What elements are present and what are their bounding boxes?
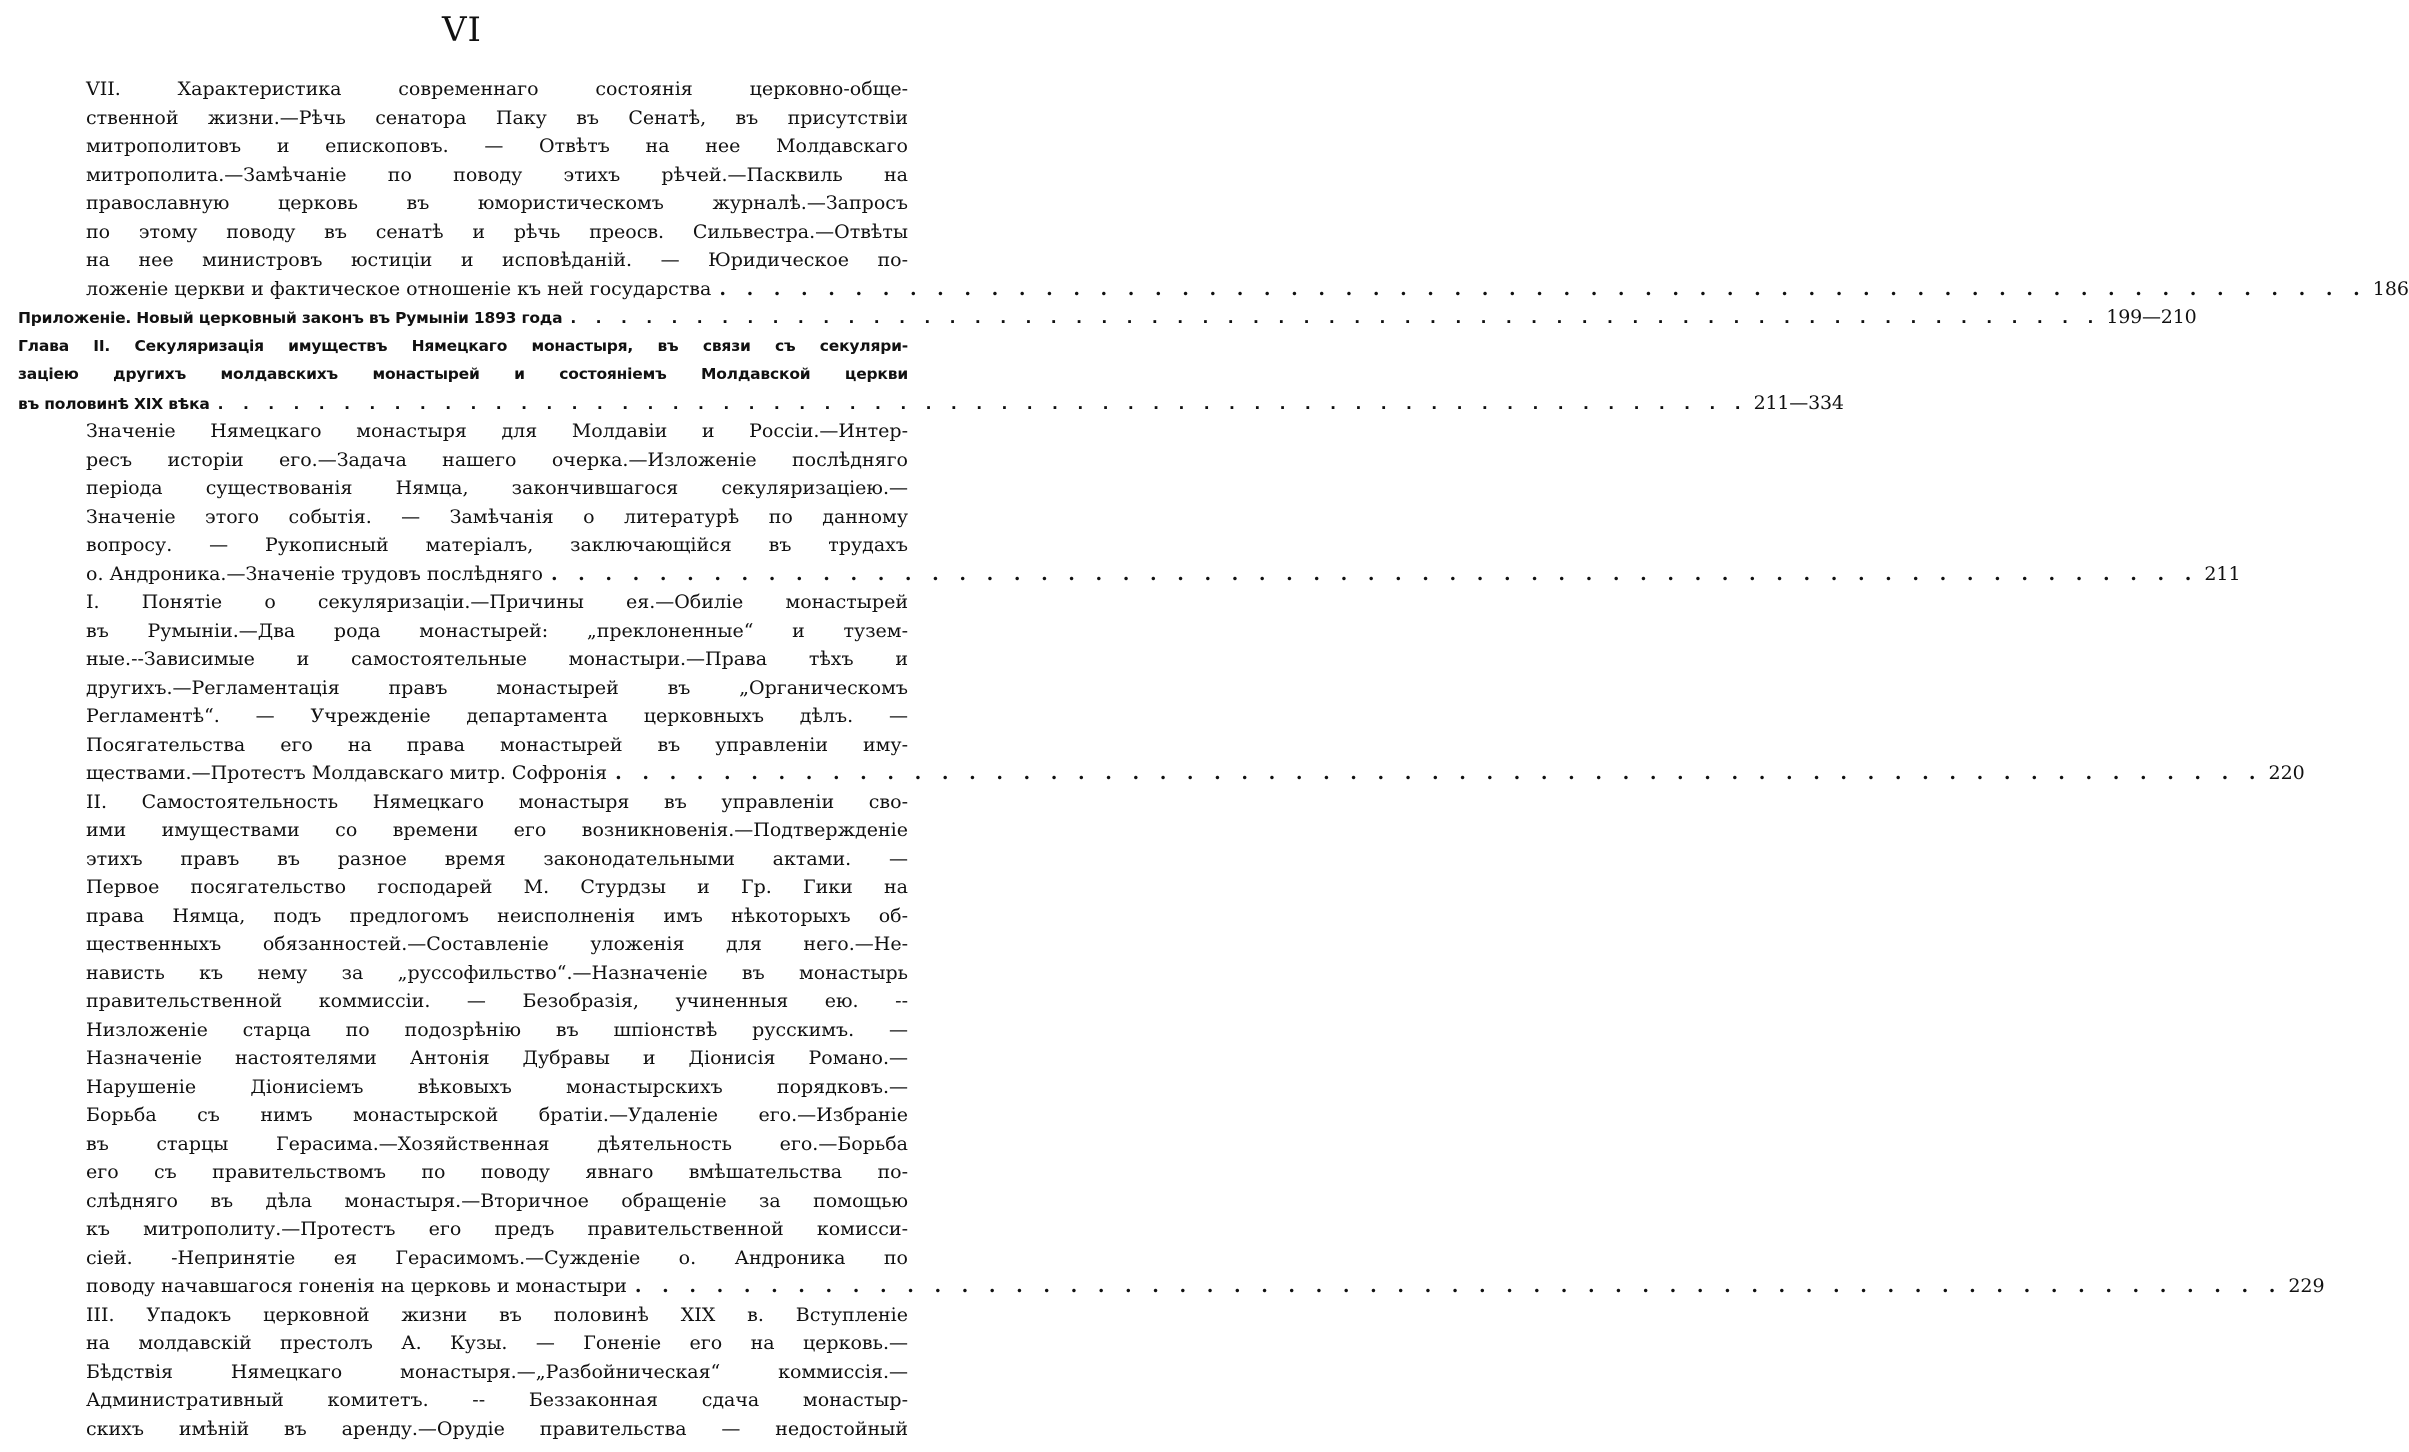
line-text: Бѣдствія Нямецкаго монастыря.—„Разбойническая“ коммиссія.— xyxy=(86,1360,908,1383)
line-text: Значеніе этого событія. — Замѣчанія о литературѣ по данному xyxy=(86,505,908,528)
line-text: слѣдняго въ дѣла монастыря.—Вторичное обращеніе за помощью xyxy=(86,1189,908,1212)
line-text: въ половинѣ XIX вѣка xyxy=(18,394,210,413)
toc-text-line xyxy=(86,644,908,674)
line-text: Борьба съ нимъ монастырской братіи.—Удаленіе его.—Избраніе xyxy=(86,1104,908,1126)
page-reference: 211—334 xyxy=(1753,391,1844,414)
toc-text-line xyxy=(86,217,908,247)
line-text: ные.--Зависимые и самостоятельные монастыри.—Права тѣхъ и xyxy=(86,648,908,670)
toc-text-line xyxy=(86,1243,908,1273)
line-text: поводу начавшагося гоненія на церковь и монастыри xyxy=(86,1275,627,1297)
leader-dots xyxy=(543,559,2198,589)
line-text: щественныхъ обязанностей.—Составленіе уложенія для него.—Не- xyxy=(86,933,908,955)
toc-text-line xyxy=(86,673,908,703)
toc-text-line xyxy=(86,587,908,617)
line-text: митрополита.—Замѣчаніе по поводу этихъ рѣчей.—Пасквиль на xyxy=(86,163,908,186)
page-reference: 211 xyxy=(2204,562,2241,585)
toc-text-line xyxy=(86,1015,908,1045)
toc-text-line xyxy=(86,1129,908,1159)
chapter-heading-line xyxy=(18,302,2197,332)
line-text: митрополитовъ и епископовъ. — Отвѣтъ на нее Молдавскаго xyxy=(86,135,908,157)
toc-text-line xyxy=(86,815,908,845)
line-text: Нарушеніе Діонисіемъ вѣковыхъ монастырскихъ порядковъ.— xyxy=(86,1075,908,1098)
line-text: этихъ правъ въ разное время законодательными актами. — xyxy=(86,847,908,870)
toc-text-line xyxy=(86,730,908,760)
leader-dots xyxy=(607,758,2262,788)
page-reference: 220 xyxy=(2268,762,2305,784)
line-text: Приложеніе. Новый церковный законъ въ Румыніи 1893 года xyxy=(18,309,563,327)
line-text: по этому поводу въ сенатѣ и рѣчь преосв. Сильвестра.—Отвѣты xyxy=(86,220,908,243)
line-text: Глава II. Секуляризація имуществъ Нямецкаго монастыря, въ связи съ секуляри- xyxy=(18,336,908,355)
toc-text-line xyxy=(86,872,908,902)
line-text: его съ правительствомъ по поводу явнаго вмѣшательства по- xyxy=(86,1161,908,1183)
chapter-heading-line xyxy=(18,359,908,389)
line-text: заціею другихъ молдавскихъ монастырей и состояніемъ Молдавской церкви xyxy=(18,365,908,383)
leader-dots xyxy=(627,1271,2282,1301)
toc-text-line xyxy=(86,103,908,133)
toc-text-line xyxy=(86,1157,908,1187)
line-text: на нее министровъ юстиціи и исповѣданій. — Юридическое по- xyxy=(86,249,908,271)
toc-text-line xyxy=(86,473,908,503)
toc-text-line xyxy=(86,274,2409,304)
toc-text-line xyxy=(86,188,908,218)
line-text: ществами.—Протестъ Молдавскаго митр. Софронія xyxy=(86,762,608,784)
line-text: въ Румыніи.—Два рода монастырей: „преклоненные“ и тузем- xyxy=(86,619,908,642)
page-number: VI xyxy=(442,10,482,50)
line-text: вопросу. — Рукописный матеріалъ, заключающійся въ трудахъ xyxy=(86,534,908,556)
line-text: Посягательства его на права монастырей въ управленіи иму- xyxy=(86,733,908,756)
line-text: Низложеніе старца по подозрѣнію въ шпіонствѣ русскимъ. — xyxy=(86,1018,908,1041)
chapter-heading-line xyxy=(18,388,1844,418)
page-reference: 199—210 xyxy=(2106,306,2197,328)
line-text: скихъ имѣній въ аренду.—Орудіе правительства — недостойный xyxy=(86,1417,908,1440)
toc-text-line xyxy=(86,445,908,475)
toc-text-line xyxy=(86,559,2241,589)
page-reference: 186 xyxy=(2372,277,2409,300)
toc-text-line xyxy=(86,1357,908,1387)
line-text: Значеніе Нямецкаго монастыря для Молдавіи и Россіи.—Интер- xyxy=(86,420,908,442)
toc-text-line xyxy=(86,74,908,104)
leader-dots xyxy=(210,389,1748,419)
toc-text-line xyxy=(86,701,908,731)
line-text: въ старцы Герасима.—Хозяйственная дѣятельность его.—Борьба xyxy=(86,1132,908,1155)
toc-text-line xyxy=(86,1043,908,1073)
line-text: II. Самостоятельность Нямецкаго монастыря въ управленіи сво- xyxy=(86,790,908,813)
toc-text-line xyxy=(86,958,908,988)
toc-text-line xyxy=(86,1186,908,1216)
chapter-heading-line xyxy=(18,331,908,361)
toc-text-line xyxy=(86,1414,908,1444)
toc-text-line xyxy=(86,160,908,190)
toc-text-line xyxy=(86,1072,908,1102)
toc-text-line xyxy=(86,901,908,931)
page-reference: 229 xyxy=(2288,1275,2325,1297)
toc-text-line xyxy=(86,929,908,959)
line-text: сіей. -Непринятіе ея Герасимомъ.—Сужденіе о. Андроника по xyxy=(86,1246,908,1269)
leader-dots xyxy=(711,274,2366,304)
toc-text-line xyxy=(86,1328,908,1358)
line-text: Регламентѣ“. — Учрежденіе департамента церковныхъ дѣлъ. — xyxy=(86,705,908,727)
line-text: ственной жизни.—Рѣчь сенатора Паку въ Сенатѣ, въ присутствіи xyxy=(86,106,908,129)
leader-dots xyxy=(562,303,2100,333)
line-text: нависть къ нему за „руссофильство“.—Назначеніе въ монастырь xyxy=(86,961,908,984)
toc-text-line xyxy=(86,1214,908,1244)
line-text: на молдавскій престолъ А. Кузы. — Гоненіе его на церковь.— xyxy=(86,1332,908,1354)
toc-text-line xyxy=(86,986,908,1016)
toc-text-line xyxy=(86,758,2305,788)
toc-text-line xyxy=(86,131,908,161)
toc-text-line xyxy=(86,416,908,446)
line-text: другихъ.—Регламентація правъ монастырей въ „Органическомъ xyxy=(86,676,908,699)
line-text: ими имуществами со времени его возникновенія.—Подтвержденіе xyxy=(86,819,908,841)
toc-text-line xyxy=(86,844,908,874)
line-text: Административный комитетъ. -- Беззаконная сдача монастыр- xyxy=(86,1389,908,1411)
line-text: о. Андроника.—Значеніе трудовъ послѣдняго xyxy=(86,562,543,585)
line-text: періода существованія Нямца, закончившагося секуляризаціею.— xyxy=(86,477,908,499)
line-text: VII. Характеристика современнаго состоянія церковно-обще- xyxy=(86,78,908,100)
line-text: православную церковь въ юмористическомъ журналѣ.—Запросъ xyxy=(86,192,908,214)
line-text: къ митрополиту.—Протестъ его предъ правительственной комисси- xyxy=(86,1218,908,1240)
toc-text-line xyxy=(86,245,908,275)
line-text: права Нямца, подъ предлогомъ неисполненія имъ нѣкоторыхъ об- xyxy=(86,904,908,927)
toc-text-line xyxy=(86,502,908,532)
toc-text-line xyxy=(86,616,908,646)
toc-text-line xyxy=(86,1300,908,1330)
line-text: I. Понятіе о секуляризаціи.—Причины ея.—Обиліе монастырей xyxy=(86,591,908,613)
toc-text-line xyxy=(86,1271,2325,1301)
line-text: Назначеніе настоятелями Антонія Дубравы и Діонисія Романо.— xyxy=(86,1047,908,1069)
toc-text-line xyxy=(86,1385,908,1415)
line-text: Первое посягательство господарей М. Стурдзы и Гр. Гики на xyxy=(86,876,908,898)
line-text: ресъ исторіи его.—Задача нашего очерка.—Изложеніе послѣдняго xyxy=(86,448,908,471)
toc-text-line xyxy=(86,530,908,560)
toc-text-line xyxy=(86,787,908,817)
line-text: ложеніе церкви и фактическое отношеніе къ ней государства xyxy=(86,277,712,300)
line-text: правительственной коммиссіи. — Безобразія, учиненныя ею. -- xyxy=(86,990,908,1012)
toc-text-line xyxy=(86,1100,908,1130)
line-text: III. Упадокъ церковной жизни въ половинѣ XIX в. Вступленіе xyxy=(86,1303,908,1326)
